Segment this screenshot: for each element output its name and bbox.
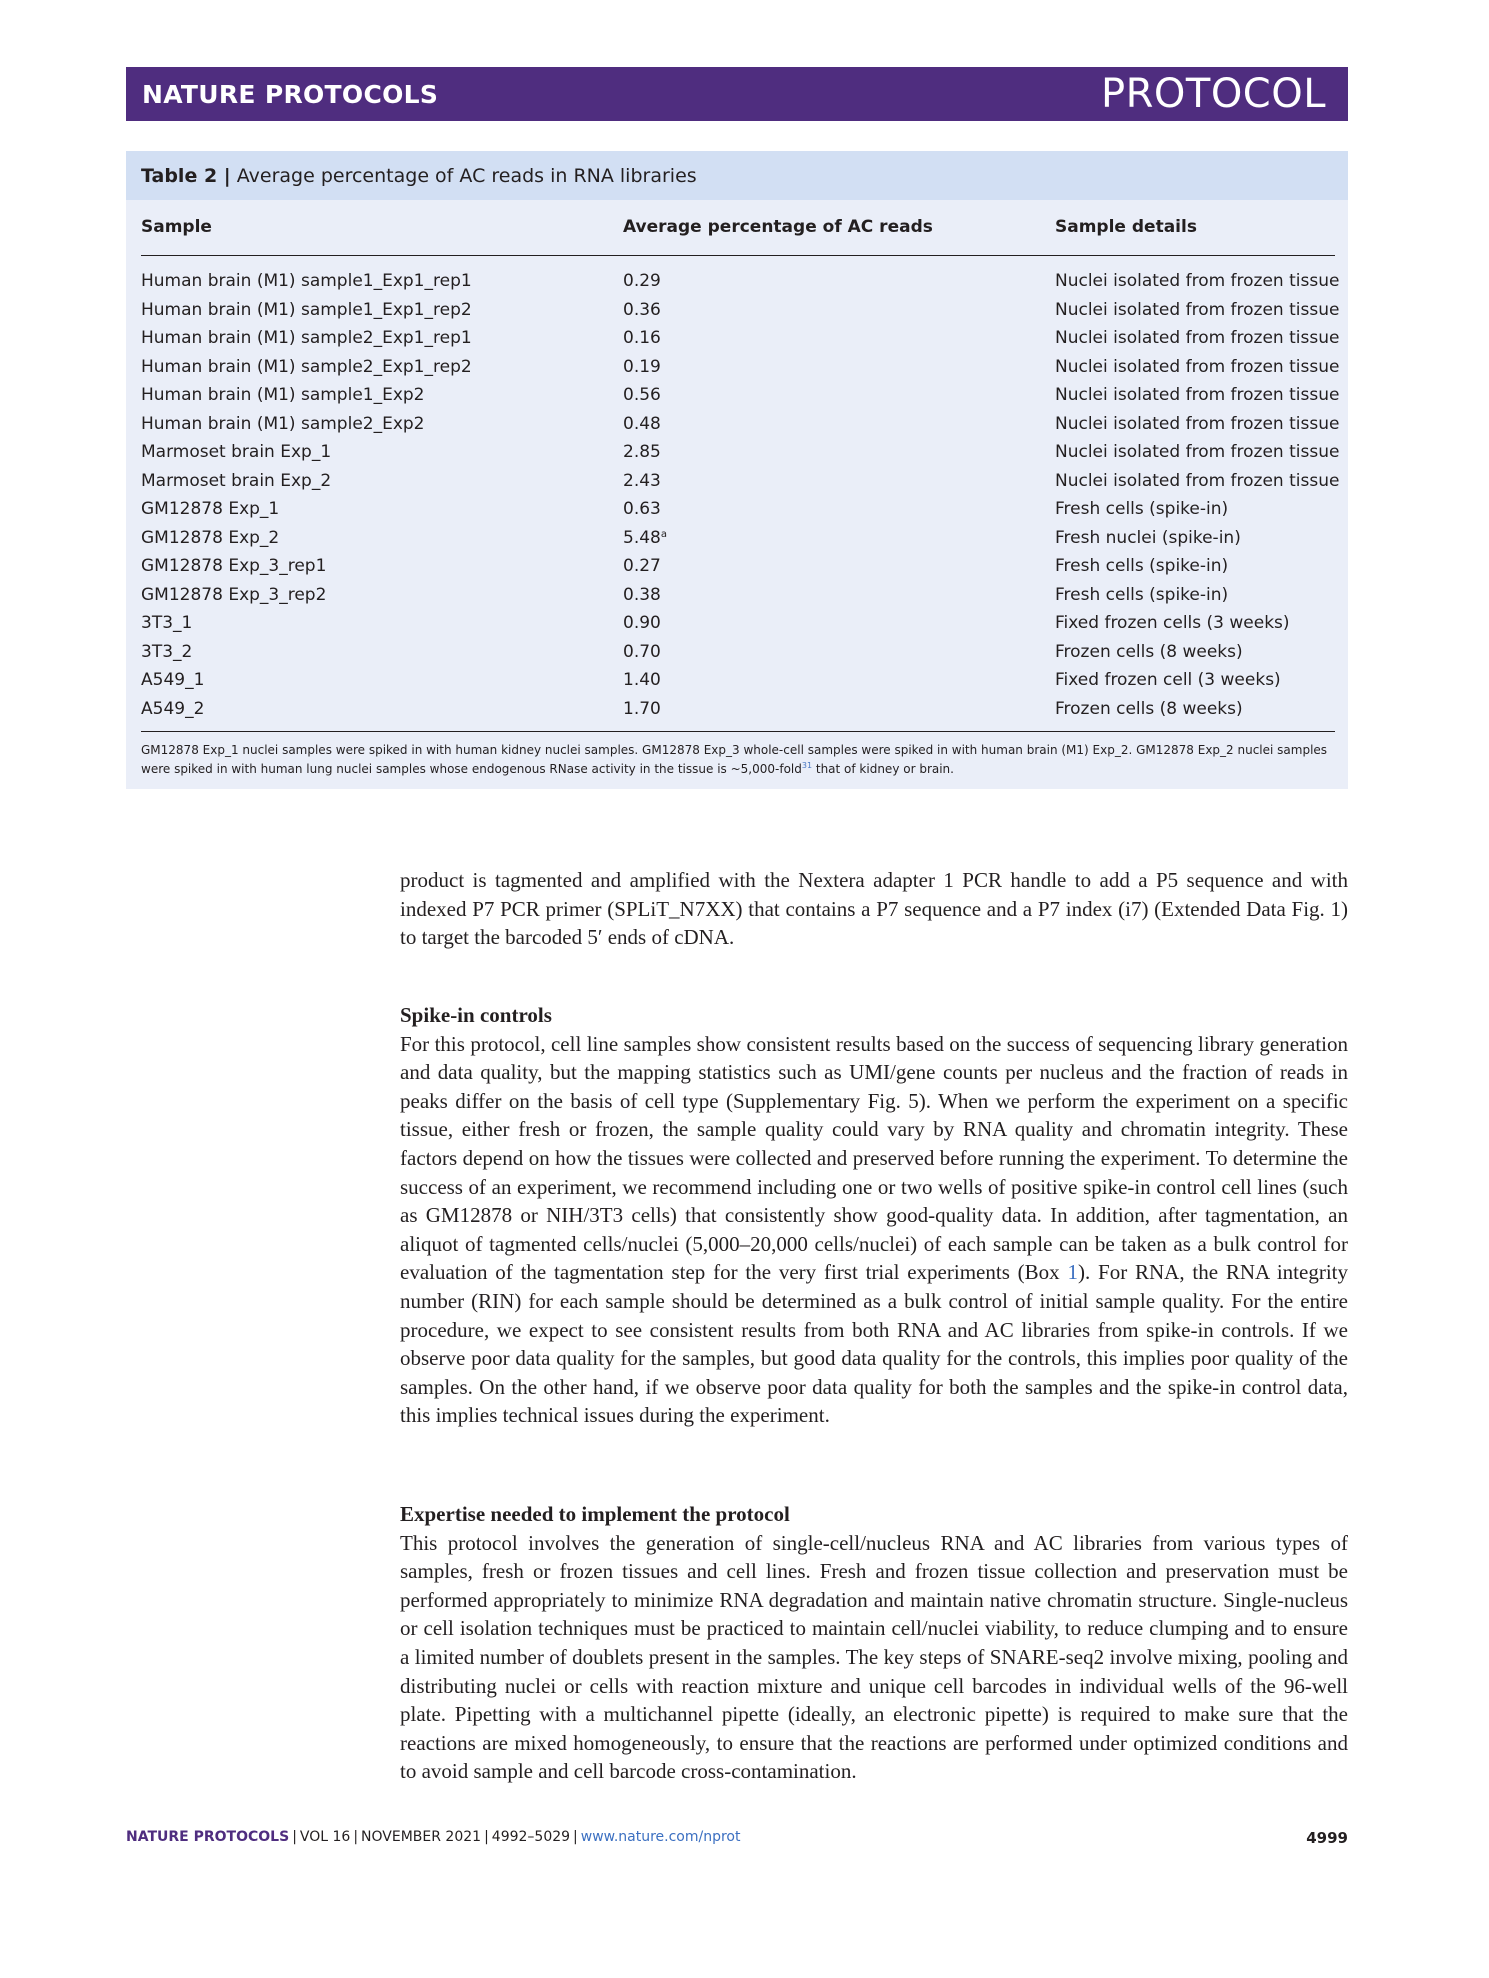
table-caption	[126, 151, 1348, 200]
table-2	[126, 151, 1348, 789]
footer-journal: NATURE PROTOCOLS	[126, 1829, 290, 1845]
cell-average: 0.70	[623, 641, 661, 662]
column-header-details: Sample details	[1055, 217, 1197, 237]
table-label: Table 2 |	[141, 165, 231, 187]
footer-volume: VOL 16	[299, 1829, 351, 1845]
cell-average: 0.27	[623, 556, 661, 576]
cell-details: Nuclei isolated from frozen tissue	[1055, 442, 1340, 462]
table-row	[126, 526, 1348, 555]
cell-details: Frozen cells (8 weeks)	[1055, 698, 1243, 719]
cell-details: Frozen cells (8 weeks)	[1055, 641, 1243, 662]
cell-average: 0.48	[623, 413, 661, 434]
section-heading: Spike-in controls	[400, 1003, 552, 1027]
cell-details: Fresh cells (spike-in)	[1055, 556, 1229, 576]
cell-sample: Human brain (M1) sample1_Exp2	[141, 385, 425, 405]
cell-details: Nuclei isolated from frozen tissue	[1055, 271, 1340, 291]
cell-average: 0.38	[623, 584, 661, 605]
cell-sample: GM12878 Exp_3_rep2	[141, 584, 327, 605]
section-spike-in-controls	[400, 1001, 1348, 1430]
section-heading: Expertise needed to implement the protocol	[400, 1502, 790, 1526]
footer-url[interactable]: www.nature.com/nprot	[580, 1829, 741, 1845]
table-header-rule	[141, 255, 1335, 256]
cell-average: 0.56	[623, 385, 661, 405]
cell-average: 0.16	[623, 328, 661, 348]
section-expertise	[400, 1500, 1348, 1786]
cell-details: Fresh cells (spike-in)	[1055, 499, 1229, 519]
table-row	[126, 611, 1348, 640]
page-footer: NATURE PROTOCOLS | VOL 16 | NOVEMBER 2021 | 4992–5029 | www.nature.com/nprot 4999	[126, 1829, 1348, 1847]
table-title: Average percentage of AC reads in RNA libraries	[236, 165, 697, 187]
cell-sample: Human brain (M1) sample2_Exp1_rep1	[141, 328, 472, 348]
article-type: PROTOCOL	[1100, 71, 1326, 117]
cell-average: 2.85	[623, 442, 661, 462]
cell-sample: GM12878 Exp_3_rep1	[141, 556, 327, 576]
cell-sample: Human brain (M1) sample2_Exp2	[141, 413, 425, 434]
cell-details: Fresh cells (spike-in)	[1055, 584, 1229, 605]
footer-date: NOVEMBER 2021	[361, 1829, 482, 1845]
section-paragraph: For this protocol, cell line samples show consistent results based on the success of sequencing library generation and data quality, but the mapping statistics such as UMI/gene counts per nucleus and the fraction of reads in peaks differ on the basis of cell type (Supplementary Fig. 5). When we perform the experiment on a specific tissue, either fresh or frozen, the sample quality could vary by RNA quality and chromatin integrity. These factors depend on how the tissues were collected and preserved before running the experiment. To determine the success of an experiment, we recommend including one or two wells of positive spike-in control cell lines (such as GM12878 or NIH/3T3 cells) that consistently show good-quality data. In addition, after tagmentation, an aliquot of tagmented cells/nuclei (5,000–20,000 cells/nuclei) of each sample can be taken as a bulk control for evaluation of the tagmentation step for the very first trial experiments (Box 1). For RNA, the RNA integrity number (RIN) for each sample should be determined as a bulk control of initial sample quality. For the entire procedure, we expect to see consistent results from both RNA and AC libraries from spike-in controls. If we observe poor data quality for the samples, but good data quality for the controls, this implies poor quality of the samples. On the other hand, if we observe poor data quality for both the samples and the spike-in control data, this implies technical issues during the experiment.	[400, 1031, 1348, 1428]
cell-sample: Human brain (M1) sample1_Exp1_rep1	[141, 271, 472, 291]
cell-average: 0.90	[623, 613, 661, 633]
table-row	[126, 697, 1348, 726]
cell-average: 1.70	[623, 698, 661, 719]
table-row	[126, 440, 1348, 469]
table-row	[126, 554, 1348, 583]
table-row	[126, 583, 1348, 612]
cell-details: Fixed frozen cells (3 weeks)	[1055, 613, 1290, 633]
box-link[interactable]: 1	[1067, 1260, 1078, 1285]
table-row	[126, 298, 1348, 327]
cell-details: Nuclei isolated from frozen tissue	[1055, 413, 1340, 434]
cell-details: Nuclei isolated from frozen tissue	[1055, 385, 1340, 405]
cell-average: 0.36	[623, 299, 661, 320]
cell-sample: A549_1	[141, 670, 205, 690]
column-header-average: Average percentage of AC reads	[623, 217, 933, 237]
cell-average: 1.40	[623, 670, 661, 690]
cell-details: Nuclei isolated from frozen tissue	[1055, 470, 1340, 491]
cell-average: 5.48$^a$	[623, 527, 667, 548]
cell-sample: Marmoset brain Exp_1	[141, 442, 332, 462]
cell-sample: Marmoset brain Exp_2	[141, 470, 332, 491]
table-body	[126, 269, 1348, 725]
cell-details: Nuclei isolated from frozen tissue	[1055, 356, 1340, 377]
cell-average: 0.63	[623, 499, 661, 519]
table-row	[126, 326, 1348, 355]
cell-details: Nuclei isolated from frozen tissue	[1055, 299, 1340, 320]
cell-sample: 3T3_1	[141, 613, 193, 633]
cell-details: Fresh nuclei (spike-in)	[1055, 527, 1241, 548]
cell-details: Fixed frozen cell (3 weeks)	[1055, 670, 1281, 690]
footnote-reference[interactable]: 31	[801, 761, 813, 770]
journal-header	[126, 67, 1348, 121]
table-row	[126, 640, 1348, 669]
cell-sample: Human brain (M1) sample1_Exp1_rep2	[141, 299, 472, 320]
table-row	[126, 469, 1348, 498]
table-row	[126, 355, 1348, 384]
cell-average: 0.29	[623, 271, 661, 291]
cell-average: 2.43	[623, 470, 661, 491]
cell-details: Nuclei isolated from frozen tissue	[1055, 328, 1340, 348]
table-row	[126, 412, 1348, 441]
column-header-sample: Sample	[141, 217, 212, 237]
cell-sample: 3T3_2	[141, 641, 193, 662]
intro-paragraph: product is tagmented and amplified with the Nextera adapter 1 PCR handle to add a P5 sequence and with indexed P7 PCR primer (SPLiT_N7XX) that contains a P7 sequence and a P7 index (i7) (Extended Data Fig. 1) to target the barcoded 5′ ends of cDNA.	[400, 868, 1348, 950]
cell-sample: Human brain (M1) sample2_Exp1_rep2	[141, 356, 472, 377]
table-row	[126, 269, 1348, 298]
cell-sample: A549_2	[141, 698, 205, 719]
cell-sample: GM12878 Exp_1	[141, 499, 280, 519]
table-header-row	[126, 217, 1348, 241]
section-paragraph: This protocol involves the generation of single-cell/nucleus RNA and AC libraries from various types of samples, fresh or frozen tissues and cell lines. Fresh and frozen tissue collection and preservation must be performed appropriately to minimize RNA degradation and maintain native chromatin structure. Single-nucleus or cell isolation techniques must be practiced to maintain cell/nuclei viability, to reduce clumping and to ensure a limited number of doublets present in the samples. The key steps of SNARE-seq2 involve mixing, pooling and distributing nuclei or cells with reaction mixture and unique cell barcodes in individual wells of the 96-well plate. Pipetting with a multichannel pipette (ideally, an electronic pipette) is required to make sure that the reactions are mixed homogeneously, to ensure that the reactions are performed under optimized conditions and to avoid sample and cell barcode cross-contamination.	[400, 1530, 1348, 1784]
footer-pages: 4992–5029	[491, 1829, 571, 1845]
table-row	[126, 497, 1348, 526]
table-row	[126, 383, 1348, 412]
page-number: 4999	[1306, 1829, 1348, 1847]
table-bottom-rule	[141, 731, 1335, 732]
table-footnote: GM12878 Exp_1 nuclei samples were spiked in with human kidney nuclei samples. GM12878 Exp_3 whole-cell samples were spiked in with human brain (M1) Exp_2. GM12878 Exp_2 nuclei samples were spiked in with human lung nuclei samples whose endogenous RNase activity in the tissue is ~5,000-fold$^{31}$ that of kidney or brain.	[141, 743, 1328, 776]
cell-sample: GM12878 Exp_2	[141, 527, 280, 548]
footnote-marker: a	[660, 528, 667, 540]
journal-name: NATURE PROTOCOLS	[142, 80, 439, 109]
cell-average: 0.19	[623, 356, 661, 377]
table-row	[126, 668, 1348, 697]
